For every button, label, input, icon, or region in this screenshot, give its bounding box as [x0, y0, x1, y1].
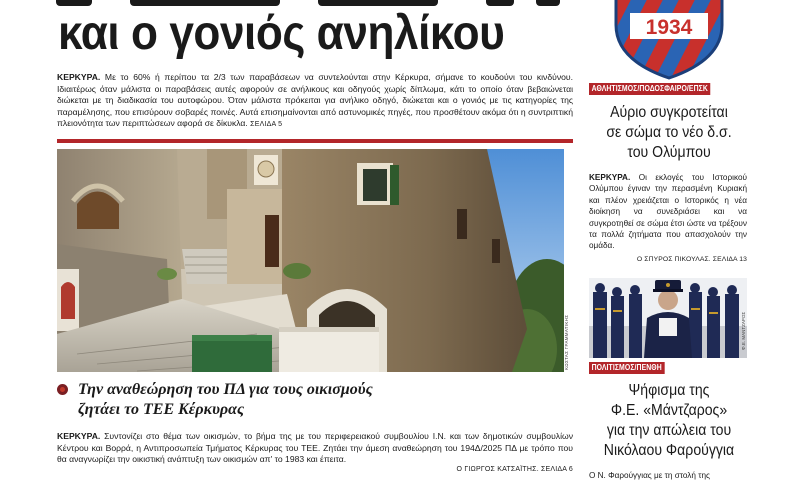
main-headline: και ο γονιός ανηλίκου [58, 7, 505, 60]
story-bullet-icon [57, 384, 68, 395]
band-photo-credit: Φ.Ε. ΜΑΝΤΖΑΡΟΣ [741, 311, 746, 350]
sports-dateline: ΚΕΡΚΥΡΑ. [589, 173, 631, 182]
culture-title-line2: Φ.Ε. «Μάντζαρος» [610, 402, 728, 419]
photo-credit: ΚΩΣΤΑΣ ΓΡΑΜΜΑΤΙΚΗΣ [564, 314, 569, 370]
crest-year: 1934 [645, 16, 693, 39]
lead-page-ref: ΣΕΛΙΔΑ 5 [250, 121, 283, 129]
lead-text: Με το 60% ή περίπου τα 2/3 των παραβάσεων να συντελούνται στην Κέρκυρα, σήμανε το κουδούνι του κινδύνου. Ιδιαιτέρως όταν μάλιστα οι παραβάσεις αυτές αφορούν σε ανήλικους και οδηγούς χωρίς δίπλωμα, κάτι το οποίο όταν βεβαιώνεται διώκεται με τη διαδικασία του αυτοφώρου. Όταν μάλιστα πρόκειται για ανήλικο οδηγό, διώκεται και ο γονιός με τις κατηγορίες της παραμέλησης, που επισύρουν σοβαρές ποινές. Αυτά επισημαίνονται από αστυνομικές πηγές, που προσθέτουν ακόμα ότι η συντριπτική πλειονότητα των περιπτώσεων αφορά σε δίκυκλα. [57, 72, 573, 129]
second-story-title-line1: Την αναθεώρηση του ΠΔ για τους οικισμούς [78, 381, 373, 398]
club-crest-logo [610, 0, 728, 80]
second-story-title-line2: ζητάει το ΤΕΕ Κέρκυρας [78, 401, 245, 418]
main-photo [57, 149, 564, 372]
second-story-title [78, 380, 508, 420]
second-story-body [57, 431, 573, 466]
sports-text: Οι εκλογές του Ιστορικού Ολύμπου έγιναν την περασμένη Κυριακή και πλέον χρειάζεται ο Ιστορικός η νέα διοίκηση να συνεδριάσει και να συγκροτηθεί σε σώμα έτσι ώστε να τρέξουν τα πολλά ζητήματα που απασχολούν την ομάδα. [589, 173, 747, 251]
section-divider [57, 139, 573, 143]
sports-story-title [599, 103, 740, 163]
second-story-byline: Ο ΓΙΩΡΓΟΣ ΚΑΤΣΑΪΤΗΣ. ΣΕΛΙΔΑ 6 [456, 466, 573, 473]
second-story-text: Συντονίζει στο θέμα των οικισμών, το βήμα της με του περιφερειακού συμβουλίου Ι.Ν. και των δημοτικών συμβουλίων Κέντρου και Βορρά, η Αντιπροσωπεία Τμήματος Κέρκυρας του ΤΕΕ. Ζητάει την άμεση αναθεώρηση του 194Δ/2025 ΠΔ με τρόπο που θα αναγνωρίζει την οικιστική ανάπτυξη των οικισμών απ' το 1983 και έπειτα. [57, 431, 573, 465]
culture-title-line1: Ψήφισμα της [628, 382, 710, 399]
culture-title-line4: Νικόλαου Φαρούγγια [603, 442, 735, 459]
lead-dateline: ΚΕΡΚΥΡΑ. [57, 72, 101, 82]
culture-title-line3: για την απώλεια του [606, 422, 732, 439]
sports-title-line1: Αύριο συγκροτείται [610, 104, 728, 121]
culture-story-body-cut: Ο Ν. Φαρούγγιας με τη στολή της [589, 471, 710, 480]
main-lead [57, 72, 573, 131]
sports-byline: Ο ΣΠΥΡΟΣ ΠΙΚΟΥΛΑΣ. ΣΕΛΙΔΑ 13 [636, 256, 747, 263]
band-photo [589, 278, 747, 358]
sports-story-body [589, 172, 747, 252]
second-story-dateline: ΚΕΡΚΥΡΑ. [57, 431, 101, 441]
sports-title-line2: σε σώμα το νέο δ.σ. [606, 124, 732, 141]
culture-story-title [599, 381, 740, 461]
section-label-culture: ΠΟΛΙΤΙΣΜΟΣ/ΠΕΝΘΗ [589, 362, 664, 374]
section-label-sports: ΑΘΛΗΤΙΣΜΟΣ/ΠΟΔΟΣΦΑΙΡΟ/ΕΠΣΚ [589, 83, 711, 95]
sports-title-line3: του Ολύμπου [627, 144, 711, 161]
